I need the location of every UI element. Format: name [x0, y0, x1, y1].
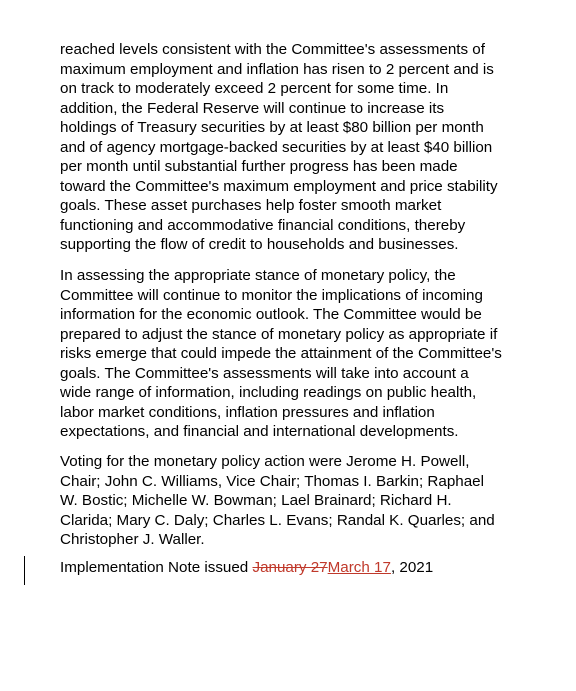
text-line: W. Bostic; Michelle W. Bowman; Lael Brainard; Richard H.	[60, 492, 452, 509]
tracked-change-bar	[24, 556, 25, 585]
note-suffix: , 2021	[390, 559, 434, 576]
text-line: labor market conditions, inflation pressures and inflation	[60, 403, 435, 421]
text-line: wide range of information, including readings on public health,	[60, 384, 477, 401]
implementation-note	[60, 558, 530, 578]
text-line: goals. The Committee's assessments will take into account a	[60, 364, 469, 382]
note-prefix: Implementation Note issued	[60, 559, 253, 576]
text-line: maximum employment and inflation has risen to 2 percent and is	[60, 60, 494, 78]
text-line: In assessing the appropriate stance of monetary policy, the	[60, 267, 456, 284]
policy-statement-paragraph	[60, 40, 530, 255]
text-line: and of agency mortgage-backed securities by at least $40 billion	[60, 138, 493, 156]
monetary-stance-paragraph	[60, 266, 530, 442]
implementation-note-line	[60, 558, 530, 578]
voting-members-paragraph	[60, 452, 530, 550]
text-line: expectations, and financial and international developments.	[60, 423, 459, 440]
text-line: toward the Committee's maximum employment and price stability	[60, 177, 498, 195]
text-line: Clarida; Mary C. Daly; Charles L. Evans; Randal K. Quarles; and	[60, 511, 495, 529]
text-line: holdings of Treasury securities by at least $80 billion per month	[60, 119, 484, 136]
text-line: supporting the flow of credit to households and businesses.	[60, 236, 459, 253]
text-line: functioning and accommodative financial conditions, thereby	[60, 216, 466, 234]
text-line: per month until substantial further progress has been made	[60, 158, 458, 175]
text-line: information for the economic outlook. The Committee would be	[60, 306, 482, 323]
deleted-date: January 27	[252, 559, 328, 576]
text-line: Voting for the monetary policy action were Jerome H. Powell,	[60, 453, 470, 470]
text-line: reached levels consistent with the Committee's assessments of	[60, 41, 485, 58]
text-line: Christopher J. Waller.	[60, 531, 205, 548]
text-line: risks emerge that could impede the attainment of the Committee's	[60, 345, 502, 362]
text-line: addition, the Federal Reserve will continue to increase its	[60, 99, 445, 117]
inserted-date: March 17	[327, 559, 391, 576]
text-line: on track to moderately exceed 2 percent for some time. In	[60, 80, 449, 97]
text-line: Chair; John C. Williams, Vice Chair; Thomas I. Barkin; Raphael	[60, 472, 485, 490]
text-line: Committee will continue to monitor the implications of incoming	[60, 286, 483, 304]
text-line: prepared to adjust the stance of monetary policy as appropriate if	[60, 325, 498, 343]
text-line: goals. These asset purchases help foster smooth market	[60, 197, 442, 214]
